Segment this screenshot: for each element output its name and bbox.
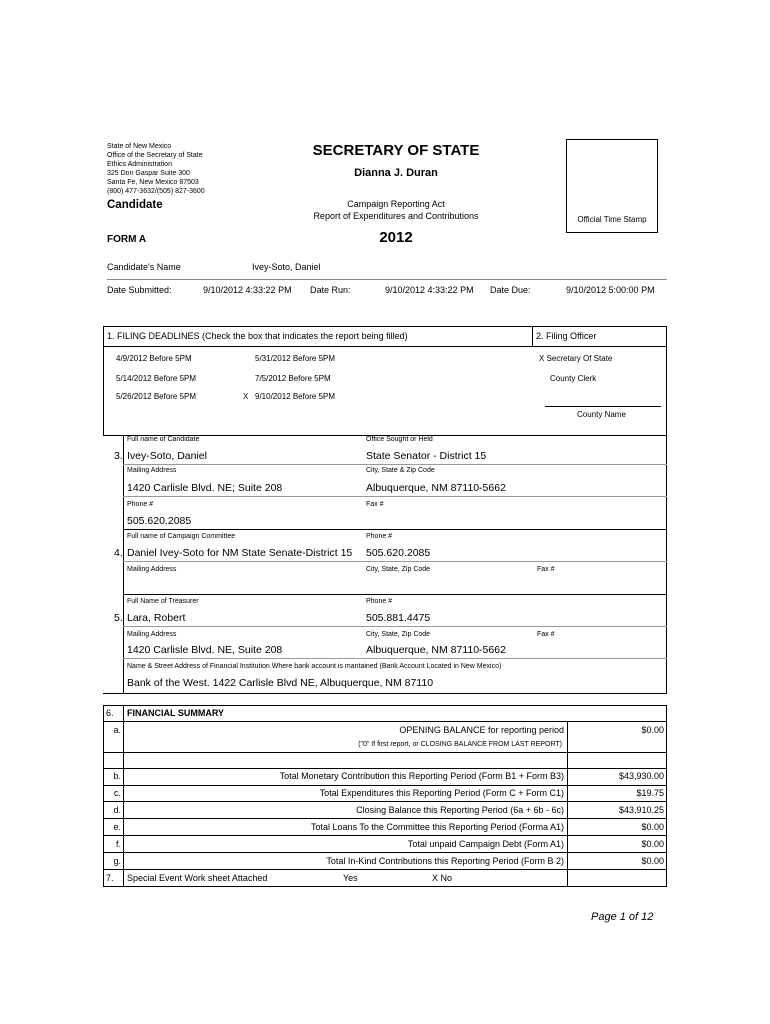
address-line: 325 Don Gaspar Suite 300 xyxy=(107,170,190,177)
candidate-phone: 505.620.2085 xyxy=(127,515,192,527)
row-letter: d. xyxy=(113,805,121,815)
field-label: Full name of Candidate xyxy=(127,436,200,443)
special-event-label: Special Event Work sheet Attached xyxy=(127,873,268,883)
date-due-label: Date Due: xyxy=(490,285,531,295)
field-label: Phone # xyxy=(127,501,154,508)
date-due-value: 9/10/2012 5:00:00 PM xyxy=(566,285,655,295)
summary-row-label: Total Loans To the Committee this Reporting Period (Forma A1) xyxy=(311,822,564,832)
candidate-mailing-address: 1420 Carlisle Blvd. NE; Suite 208 xyxy=(127,482,283,494)
summary-border-bottom xyxy=(103,886,667,887)
candidate-city: Albuquerque, NM 87110-5662 xyxy=(366,482,506,494)
grid-border-bottom xyxy=(103,693,667,694)
field-label: City, State, Zip Code xyxy=(366,566,431,573)
date-run-value: 9/10/2012 4:33:22 PM xyxy=(385,285,474,295)
page-title: SECRETARY OF STATE xyxy=(312,142,480,159)
field-label: Phone # xyxy=(366,598,393,605)
deadline-option[interactable]: 5/31/2012 Before 5PM xyxy=(255,354,336,363)
deadline-option[interactable]: 4/9/2012 Before 5PM xyxy=(116,354,192,363)
date-submitted-value: 9/10/2012 4:33:22 PM xyxy=(203,285,292,295)
grid-line xyxy=(123,626,667,627)
field-label: Mailing Address xyxy=(127,566,177,573)
deadlines-header: 1. FILING DEADLINES (Check the box that indicates the report being filled) xyxy=(107,331,408,341)
table-border-top xyxy=(103,326,667,327)
summary-row-value: $0.00 xyxy=(641,822,664,832)
deadline-option-selected[interactable]: 9/10/2012 Before 5PM xyxy=(255,392,336,401)
grid-line xyxy=(123,561,667,562)
committee-name: Daniel Ivey-Soto for NM State Senate-District 15 xyxy=(127,547,353,559)
summary-row-value: $43,930.00 xyxy=(618,771,664,781)
address-line: State of New Mexico xyxy=(107,143,172,150)
date-run-label: Date Run: xyxy=(310,285,351,295)
treasurer-city: Albuquerque, NM 87110-5662 xyxy=(366,644,506,656)
time-stamp-label: Official Time Stamp xyxy=(577,215,647,224)
special-event-yes[interactable]: Yes xyxy=(343,873,358,883)
field-label: City, State, Zip Code xyxy=(366,631,431,638)
row-letter: f. xyxy=(115,839,121,849)
special-event-no[interactable]: X No xyxy=(432,873,453,883)
divider xyxy=(107,279,667,280)
act-title: Campaign Reporting Act xyxy=(347,199,445,209)
grid-line xyxy=(123,464,667,465)
treasurer-name: Lara, Robert xyxy=(127,612,186,624)
summary-line xyxy=(103,852,667,853)
address-line: Office of the Secretary of State xyxy=(107,152,203,159)
deadline-option[interactable]: 5/14/2012 Before 5PM xyxy=(116,374,197,383)
secretary-name: Dianna J. Duran xyxy=(354,167,438,179)
grid-line xyxy=(123,594,667,595)
summary-border-right xyxy=(666,705,667,886)
opening-balance-value: $0.00 xyxy=(641,725,664,735)
summary-line xyxy=(103,869,667,870)
county-name-line xyxy=(545,406,661,407)
address-line: Ethics Administration xyxy=(107,161,172,168)
summary-row-label: Total Expenditures this Reporting Period (Form C + Form C1) xyxy=(319,788,564,798)
summary-row-value: $0.00 xyxy=(641,839,664,849)
field-label: Full name of Campaign Committee xyxy=(127,533,236,540)
table-border xyxy=(103,346,667,347)
committee-phone: 505.620.2085 xyxy=(366,547,431,559)
grid-line xyxy=(123,658,667,659)
opening-balance-label: OPENING BALANCE for reporting period xyxy=(399,725,564,735)
row-letter: g. xyxy=(113,856,121,866)
county-name-label: County Name xyxy=(577,410,626,419)
summary-line xyxy=(103,768,667,769)
summary-line xyxy=(103,818,667,819)
field-label: City, State & Zip Code xyxy=(366,467,435,474)
table-border-left xyxy=(103,326,104,435)
candidate-name-value: Ivey-Soto, Daniel xyxy=(252,262,321,272)
act-subtitle: Report of Expenditures and Contributions xyxy=(313,211,479,221)
row-letter: e. xyxy=(113,822,121,832)
deadline-option[interactable]: 5/26/2012 Before 5PM xyxy=(116,392,197,401)
summary-row-value: $19.75 xyxy=(636,788,664,798)
deadline-checkmark: X xyxy=(243,392,249,401)
candidate-name-label: Candidate's Name xyxy=(107,262,181,272)
candidate-full-name: Ivey-Soto, Daniel xyxy=(127,450,207,462)
field-label: Fax # xyxy=(366,501,384,508)
section-number: 6. xyxy=(106,708,114,718)
field-label: Mailing Address xyxy=(127,631,177,638)
field-label: Fax # xyxy=(537,631,555,638)
table-border-right xyxy=(666,326,667,435)
grid-divider xyxy=(123,435,124,693)
officer-sos-option[interactable]: X Secretary Of State xyxy=(539,354,613,363)
field-label: Phone # xyxy=(366,533,393,540)
field-label: Mailing Address xyxy=(127,467,177,474)
officer-clerk-option[interactable]: County Clerk xyxy=(550,374,597,383)
section-number: 4. xyxy=(114,547,123,559)
summary-line xyxy=(103,785,667,786)
summary-title: FINANCIAL SUMMARY xyxy=(127,708,224,718)
opening-balance-note: ("0" If first report, or CLOSING BALANCE FROM LAST REPORT) xyxy=(358,741,562,748)
summary-row-value: $43,910.25 xyxy=(618,805,664,815)
summary-line xyxy=(103,721,667,722)
time-stamp-box xyxy=(566,139,658,233)
address-line: Santa Fe, New Mexico 87503 xyxy=(107,179,199,186)
summary-row-label: Total Monetary Contribution this Reporting Period (Form B1 + Form B3) xyxy=(279,771,564,781)
section-number: 7. xyxy=(106,873,114,883)
summary-border-top xyxy=(103,705,667,706)
summary-line xyxy=(103,835,667,836)
row-letter: c. xyxy=(113,788,121,798)
page-number: Page 1 of 12 xyxy=(591,911,654,923)
address-line: (800) 477-3632/(505) 827-3600 xyxy=(107,188,205,195)
section-number: 3. xyxy=(114,450,123,462)
grid-line xyxy=(123,496,667,497)
row-letter: a. xyxy=(113,725,121,735)
grid-border-right xyxy=(666,435,667,693)
treasurer-phone: 505.881.4475 xyxy=(366,612,431,624)
field-label: Fax # xyxy=(537,566,555,573)
office-sought: State Senator - District 15 xyxy=(366,450,487,462)
table-divider xyxy=(532,326,533,346)
form-label: FORM A xyxy=(107,234,147,245)
candidate-heading: Candidate xyxy=(107,199,163,211)
field-label: Office Sought or Held xyxy=(366,436,433,443)
summary-divider xyxy=(567,721,568,886)
date-submitted-label: Date Submitted: xyxy=(107,285,172,295)
row-letter: b. xyxy=(113,771,121,781)
field-label: Full Name of Treasurer xyxy=(127,598,199,605)
deadline-option[interactable]: 7/5/2012 Before 5PM xyxy=(255,374,331,383)
summary-row-label: Closing Balance this Reporting Period (6a + 6b - 6c) xyxy=(356,805,564,815)
summary-divider xyxy=(123,705,124,886)
field-label: Name & Street Address of Financial Institution Where bank account is mantained (Bank Account Located in New Mexico) xyxy=(127,663,502,670)
summary-row-value: $0.00 xyxy=(641,856,664,866)
report-year: 2012 xyxy=(379,229,413,246)
section-number: 5. xyxy=(114,612,123,624)
treasurer-mailing-address: 1420 Carlisle Blvd. NE, Suite 208 xyxy=(127,644,283,656)
summary-row-label: Total In-Kind Contributions this Reporting Period (Form B 2) xyxy=(326,856,564,866)
summary-line xyxy=(103,801,667,802)
summary-row-label: Total unpaid Campaign Debt (Form A1) xyxy=(407,839,564,849)
officer-header: 2. Filing Officer xyxy=(536,331,597,341)
grid-line xyxy=(123,529,667,530)
summary-line xyxy=(103,752,667,753)
bank-address: Bank of the West. 1422 Carlisle Blvd NE, Albuquerque, NM 87110 xyxy=(127,677,434,689)
